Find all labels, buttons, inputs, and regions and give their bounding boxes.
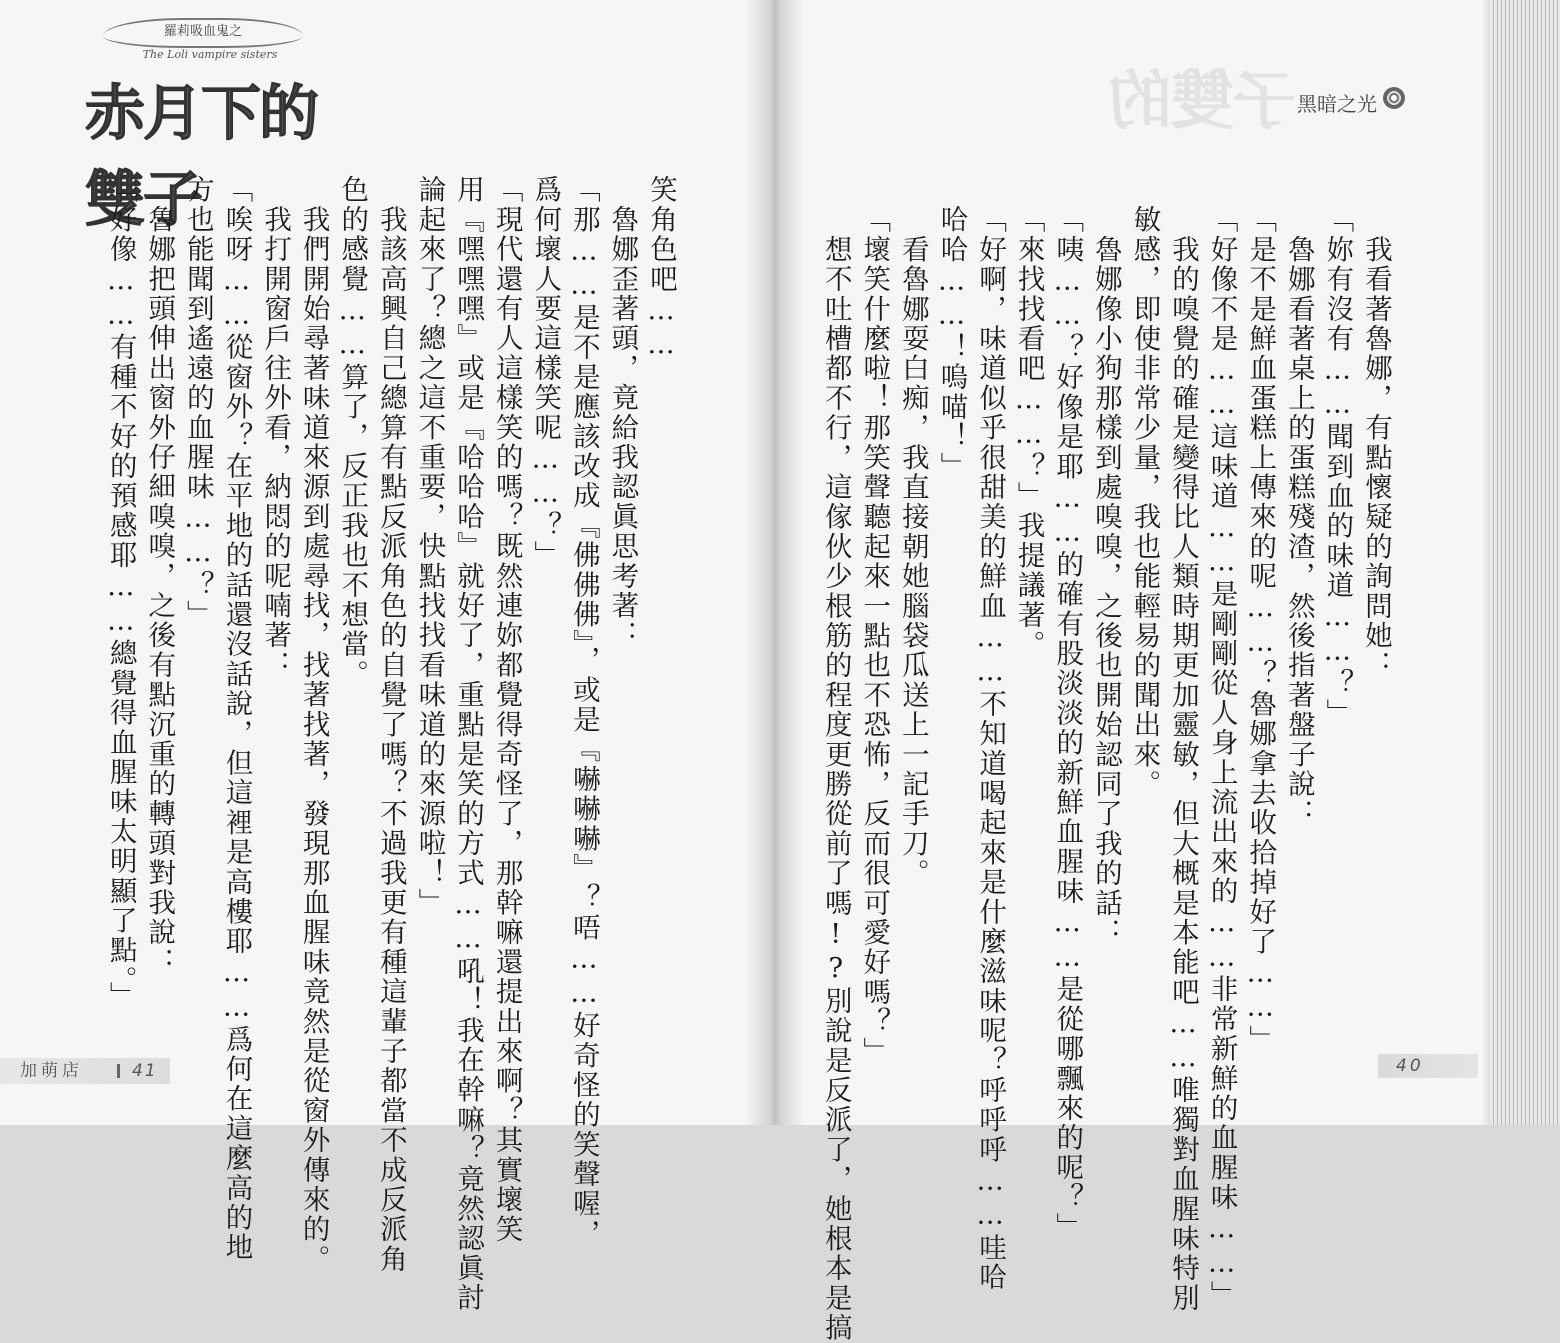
text-column: 魯娜把頭伸出窗外仔細嗅嗅，之後有點沉重的轉頭對我說：: [143, 175, 176, 977]
series-title: 羅莉吸血鬼之: [103, 18, 303, 48]
text-column: 哈哈……！嗚喵！」: [935, 205, 968, 482]
text-column: 笑角色吧……: [645, 175, 677, 363]
text-column: 我的嗅覺的確是變得比人類時期更加靈敏，但大概是本能吧……唯獨對血腥味特別: [1167, 205, 1200, 1313]
text-column: 「好啊，味道似乎很甜美的鮮血……不知道喝起來是什麼滋味呢？呼呼呼……哇哈: [974, 205, 1007, 1293]
text-column: 我打開窗戶往外看，納悶的呢喃著：: [259, 175, 292, 680]
text-column: 「妳有沒有……聞到血的味道……？」: [1321, 205, 1354, 728]
left-page-footer: [0, 1058, 170, 1084]
book-title: 赤月下的雙子: [85, 79, 317, 235]
text-column: 魯娜歪著頭，竟給我認眞思考著：: [606, 175, 639, 651]
running-head-chapter: 黑暗之光: [1297, 92, 1377, 116]
publisher-name: 加萌店: [20, 1061, 83, 1081]
text-column: 「來找找看吧……？」我提議著。: [1012, 205, 1045, 660]
text-column: 用『嘿嘿嘿』或是『哈哈哈』就好了，重點是笑的方式……吼！我在幹嘛？竟然認眞討: [452, 175, 485, 1313]
text-column: 爲何壞人要這樣笑呢……？」: [529, 175, 562, 571]
right-page-body-text: [819, 205, 1395, 1343]
text-column: 想不吐槽都不行，這傢伙少根筋的程度更勝從前了嗎!?別說是反派了，她根本是搞: [819, 205, 852, 1343]
page-number: 40: [1396, 1056, 1424, 1076]
text-column: 「唉呀……從窗外？在平地的話還沒話說，但這裡是高樓耶……爲何在這麼高的地: [220, 175, 253, 1263]
text-column: 論起來了？總之這不重要，快點找找看味道的來源啦！」: [413, 175, 446, 918]
text-column: 我們開始尋著味道來源到處尋找，找著找著，發現那血腥味竟然是從窗外傳來的。: [297, 175, 330, 1274]
footer-divider: [117, 1064, 120, 1078]
text-column: 「是不是鮮血蛋糕上傳來的呢……？魯娜拿去收拾掉好了……」: [1244, 205, 1277, 1055]
text-column: 「現代還有人這樣笑的嗎？既然連妳都覺得奇怪了，那幹嘛還提出來啊？其實壞笑: [490, 175, 523, 1245]
text-column: 「好像……有種不好的預感耶……總覺得血腥味太明顯了點。」: [104, 175, 137, 1011]
series-title-english: The Loli vampire sisters: [142, 48, 278, 61]
text-column: 我看著魯娜，有點懷疑的詢問她：: [1360, 205, 1392, 681]
text-column: 魯娜像小狗那樣到處嗅嗅，之後也開始認同了我的話：: [1089, 205, 1122, 948]
right-page-footer: [1378, 1054, 1478, 1078]
text-column: 我該高興自己總算有點反派角色的自覺了嗎？不過我更有種這輩子都當不成反派角: [374, 175, 407, 1274]
text-column: 魯娜看著桌上的蛋糕殘渣，然後指著盤子說：: [1282, 205, 1315, 829]
text-column: 「咦……？好像是耶……的確有股淡淡的新鮮血腥味……是從哪飄來的呢？」: [1051, 205, 1084, 1242]
text-column: 「那……是不是應該改成『佛佛佛』，或是『嚇嚇嚇』？唔……好奇怪的笑聲喔，: [567, 175, 600, 1249]
text-column: 方也能聞到遙遠的血腥味……？」: [181, 175, 214, 630]
book-title-logo: [85, 18, 355, 235]
text-column: 「壞笑什麼啦！那笑聲聽起來一點也不恐怖，反而很可愛好嗎？」: [858, 205, 891, 1067]
show-through-title: 子雙的: [1110, 64, 1296, 139]
text-column: 敏感，即使非常少量，我也能輕易的聞出來。: [1128, 205, 1161, 799]
text-column: 「好像不是……這味道……是剛剛從人身上流出來的……非常新鮮的血腥味……」: [1205, 205, 1238, 1311]
page-number: 41: [132, 1061, 158, 1081]
text-column: 看魯娜耍白痴，我直接朝她腦袋瓜送上一記手刀。: [896, 205, 929, 889]
chapter-emblem-icon: [1383, 87, 1405, 109]
text-column: 色的感覺……算了，反正我也不想當。: [336, 175, 369, 689]
page-block-edge: [1490, 0, 1560, 1125]
